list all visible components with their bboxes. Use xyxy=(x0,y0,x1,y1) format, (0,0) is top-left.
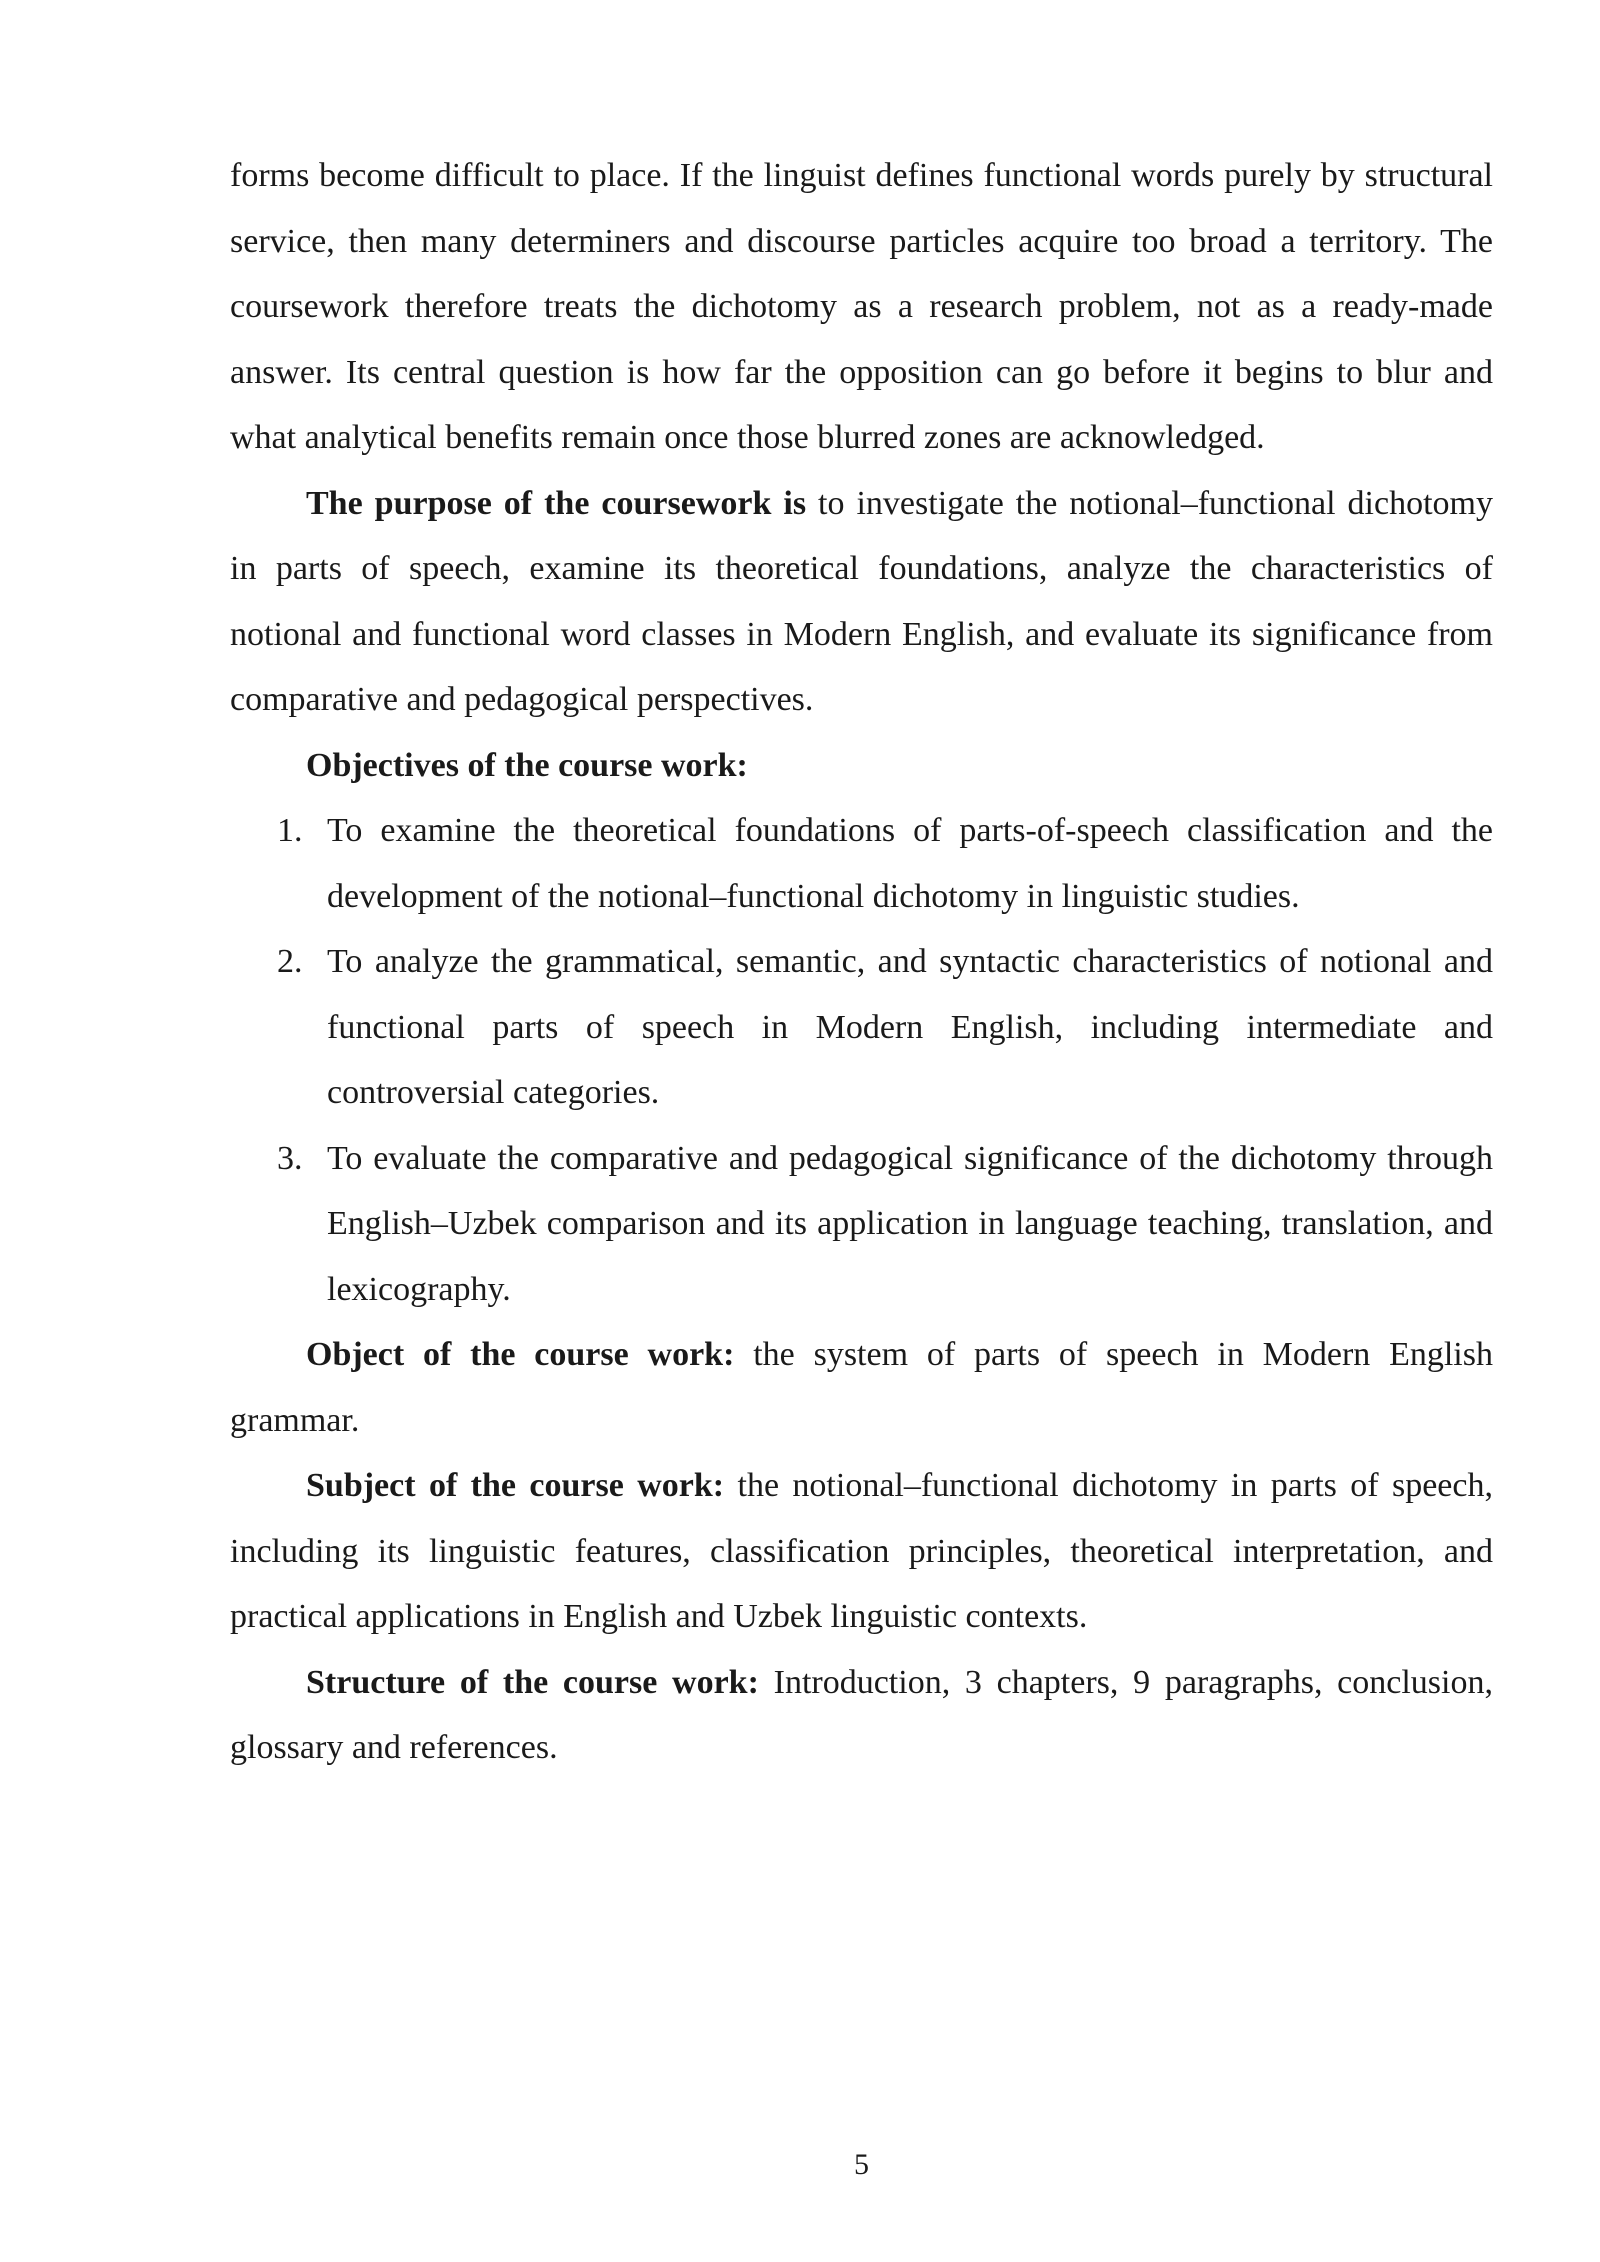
subject-paragraph xyxy=(230,1453,1493,1650)
objective-text: To analyze the grammatical, semantic, and syntactic characteristics of notional and functional parts of speech in Modern English, including intermediate and controversial categories. xyxy=(327,943,1493,1111)
objective-number: 2. xyxy=(277,943,303,980)
object-text: the system of parts of speech in Modern English grammar. xyxy=(230,1336,1493,1439)
object-paragraph xyxy=(230,1322,1493,1453)
objective-text: To evaluate the comparative and pedagogical significance of the dichotomy through English–Uzbek comparison and its application in language teaching, translation, and lexicography. xyxy=(327,1139,1493,1308)
structure-text: Introduction, 3 chapters, 9 paragraphs, conclusion, glossary and references. xyxy=(230,1663,1493,1766)
subject-text: the notional–functional dichotomy in parts of speech, including its linguistic features, classification principles, theoretical interpretation, and practical applications in English and Uzbek linguistic contexts. xyxy=(230,1467,1493,1635)
intro-continuation-paragraph: forms become difficult to place. If the linguist defines functional words purely by structural service, then many determiners and discourse particles acquire too broad a territory. The coursework therefore treats the dichotomy as a research problem, not as a ready-made answer. Its central question is how far the opposition can go before it begins to blur and what analytical benefits remain once those blurred zones are acknowledged. xyxy=(230,157,1493,456)
subject-label: Subject of the course work: xyxy=(306,1467,725,1504)
objective-item xyxy=(230,1126,1493,1323)
objective-item xyxy=(230,929,1493,1126)
objective-item xyxy=(230,798,1493,929)
objective-number: 3. xyxy=(277,1139,303,1177)
page-number: 5 xyxy=(854,2148,869,2181)
purpose-label: The purpose of the coursework is xyxy=(306,484,807,522)
purpose-paragraph xyxy=(230,471,1493,733)
objectives-list xyxy=(230,798,1493,1322)
object-label: Object of the course work: xyxy=(306,1336,735,1373)
purpose-text: to investigate the notional–functional dichotomy in parts of speech, examine its theoretical foundations, analyze the characteristics of notional and functional word classes in Modern English, and evaluate its significance from comparative and pedagogical perspectives. xyxy=(230,484,1493,718)
structure-label: Structure of the course work: xyxy=(306,1663,759,1701)
objective-number: 1. xyxy=(277,812,303,849)
structure-paragraph xyxy=(230,1650,1493,1781)
objective-text: To examine the theoretical foundations of parts-of-speech classification and the development of the notional–functional dichotomy in linguistic studies. xyxy=(327,812,1493,915)
objectives-heading: Objectives of the course work: xyxy=(306,746,748,784)
document-page xyxy=(230,143,1493,1781)
